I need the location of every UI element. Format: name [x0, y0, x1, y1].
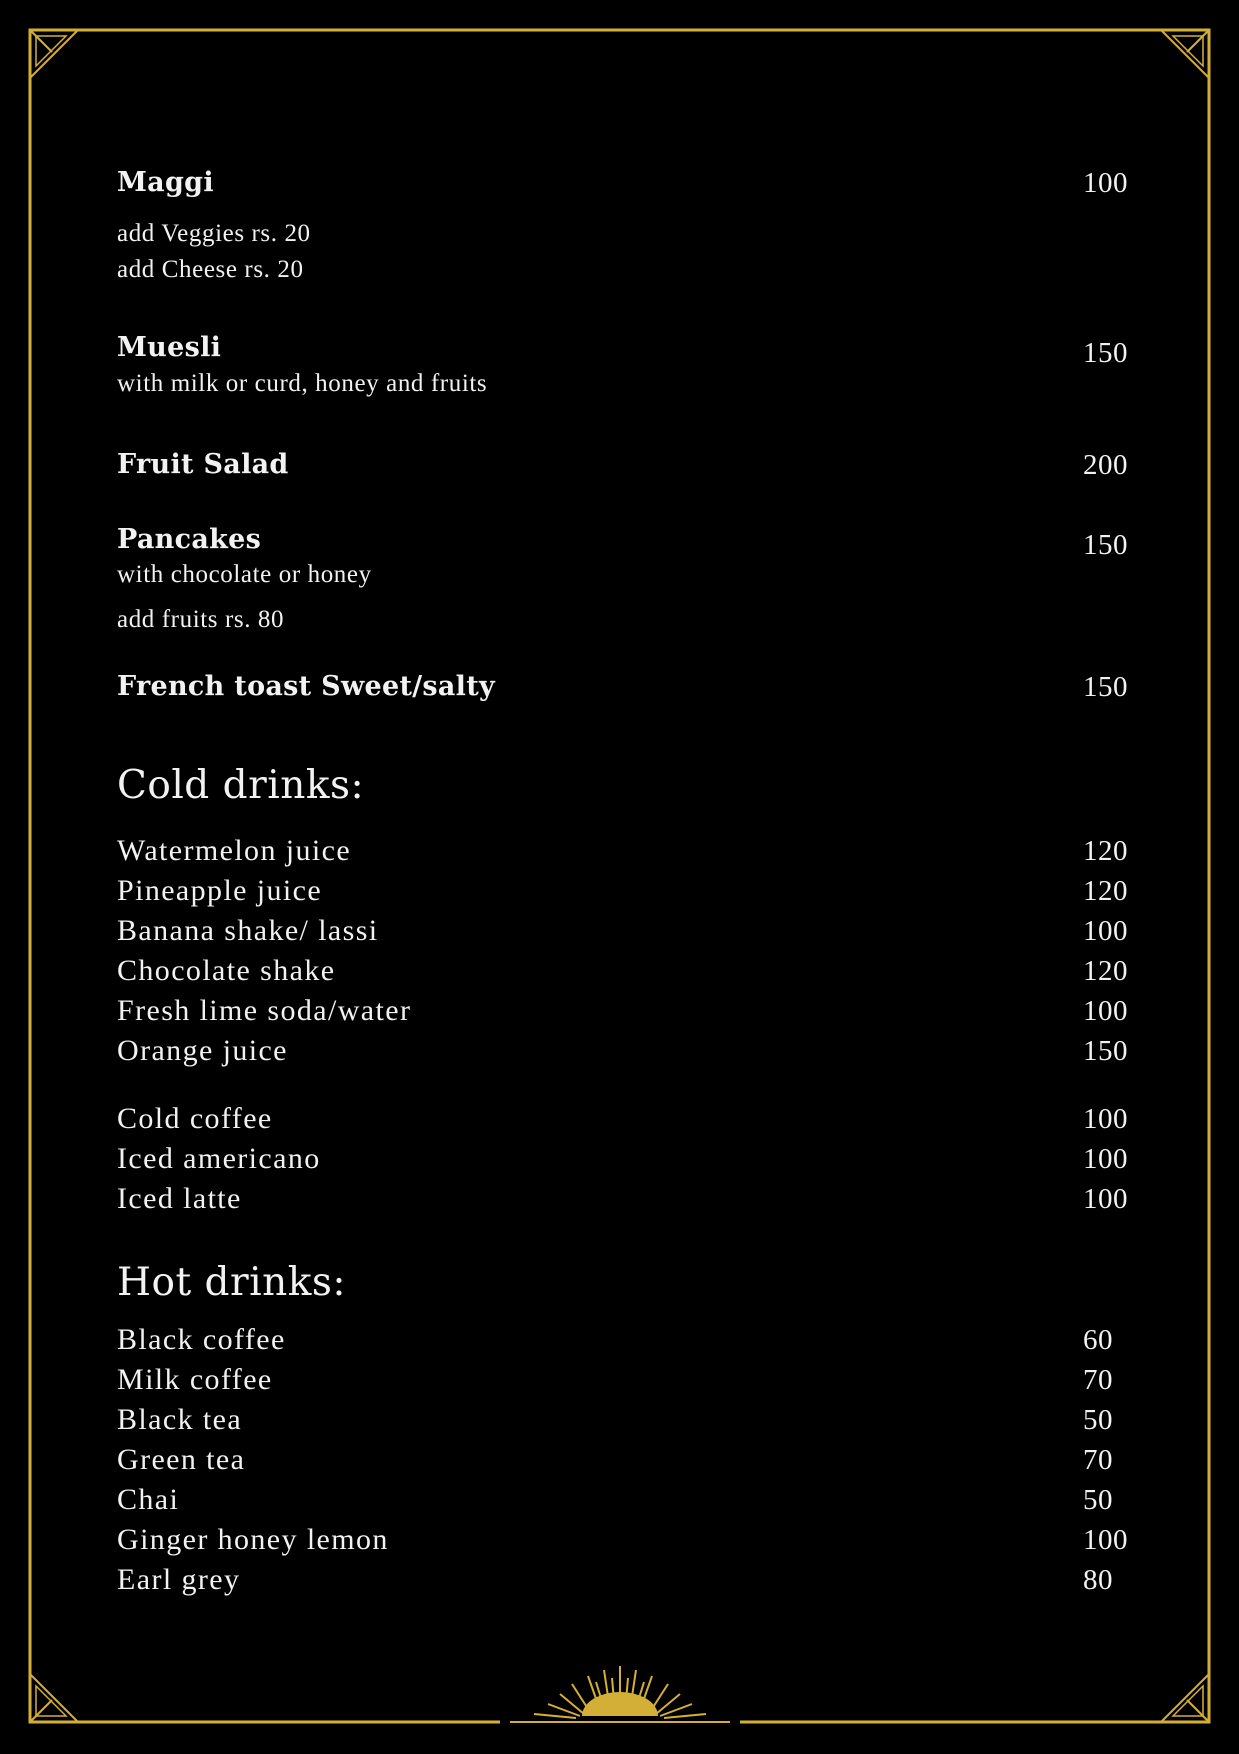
item-name: Orange juice: [117, 1034, 288, 1067]
item-name: Milk coffee: [117, 1363, 273, 1396]
item-price: 50: [1083, 1484, 1113, 1516]
item-price: 100: [1083, 1103, 1128, 1135]
item-addon: add fruits rs. 80: [117, 606, 285, 633]
item-price: 150: [1083, 1035, 1128, 1067]
item-price: 70: [1083, 1364, 1113, 1396]
item-price: 50: [1083, 1404, 1113, 1436]
item-price: 100: [1083, 1183, 1128, 1215]
item-name: Black coffee: [117, 1323, 286, 1356]
corner-ornament-icon: [1161, 1674, 1209, 1722]
item-name: Fresh lime soda/water: [117, 994, 412, 1027]
item-price: 100: [1083, 915, 1128, 947]
menu-item: [117, 1360, 1139, 1400]
menu-item: [117, 831, 1139, 871]
section-title-hot-drinks: Hot drinks:: [117, 1260, 347, 1305]
item-price: 120: [1083, 835, 1128, 867]
item-price: 60: [1083, 1324, 1113, 1356]
item-price: 100: [1083, 995, 1128, 1027]
menu-item: [117, 1179, 1139, 1219]
item-name: Muesli: [117, 332, 222, 363]
menu-item: [117, 1320, 1139, 1360]
menu-item-french-toast: [117, 667, 1139, 707]
item-name: Ginger honey lemon: [117, 1523, 389, 1556]
item-price: 100: [1083, 1143, 1128, 1175]
menu-item-fruit-salad: [117, 445, 1139, 485]
item-price: 150: [1083, 337, 1128, 369]
item-description: with milk or curd, honey and fruits: [117, 370, 488, 397]
menu-item-maggi: [117, 163, 1139, 203]
item-addon: add Veggies rs. 20: [117, 220, 311, 247]
item-price: 80: [1083, 1564, 1113, 1596]
section-title-cold-drinks: Cold drinks:: [117, 763, 365, 808]
item-price: 100: [1083, 1524, 1128, 1556]
item-name: Iced americano: [117, 1142, 321, 1175]
menu-item: [117, 1139, 1139, 1179]
item-price: 200: [1083, 449, 1128, 481]
menu-item: [117, 1520, 1139, 1560]
item-name: Pineapple juice: [117, 874, 323, 907]
menu-item: [117, 991, 1139, 1031]
item-name: Earl grey: [117, 1563, 241, 1596]
item-addon: add Cheese rs. 20: [117, 256, 304, 283]
menu-item: [117, 871, 1139, 911]
item-price: 150: [1083, 529, 1128, 561]
item-name: Maggi: [117, 167, 214, 198]
menu-item: [117, 951, 1139, 991]
item-price: 70: [1083, 1444, 1113, 1476]
menu-content: [117, 0, 1139, 1754]
item-name: Watermelon juice: [117, 834, 352, 867]
menu-item: [117, 1440, 1139, 1480]
menu-item: [117, 1560, 1139, 1600]
item-name: Iced latte: [117, 1182, 242, 1215]
menu-item: [117, 911, 1139, 951]
corner-ornament-icon: [30, 30, 78, 78]
item-name: Fruit Salad: [117, 449, 289, 480]
item-name: Banana shake/ lassi: [117, 914, 379, 947]
item-price: 100: [1083, 167, 1128, 199]
item-name: French toast Sweet/salty: [117, 671, 495, 702]
item-name: Green tea: [117, 1443, 246, 1476]
menu-item-muesli: [117, 328, 1139, 368]
menu-item: [117, 1099, 1139, 1139]
item-name: Pancakes: [117, 524, 262, 555]
item-name: Black tea: [117, 1403, 243, 1436]
item-name: Cold coffee: [117, 1102, 273, 1135]
item-description: with chocolate or honey: [117, 561, 372, 588]
item-price: 120: [1083, 875, 1128, 907]
menu-item-pancakes: [117, 520, 1139, 560]
menu-item: [117, 1480, 1139, 1520]
item-price: 120: [1083, 955, 1128, 987]
item-name: Chocolate shake: [117, 954, 336, 987]
corner-ornament-icon: [1161, 30, 1209, 78]
menu-item: [117, 1400, 1139, 1440]
item-name: Chai: [117, 1483, 180, 1516]
menu-item: [117, 1031, 1139, 1071]
corner-ornament-icon: [30, 1674, 78, 1722]
item-price: 150: [1083, 671, 1128, 703]
